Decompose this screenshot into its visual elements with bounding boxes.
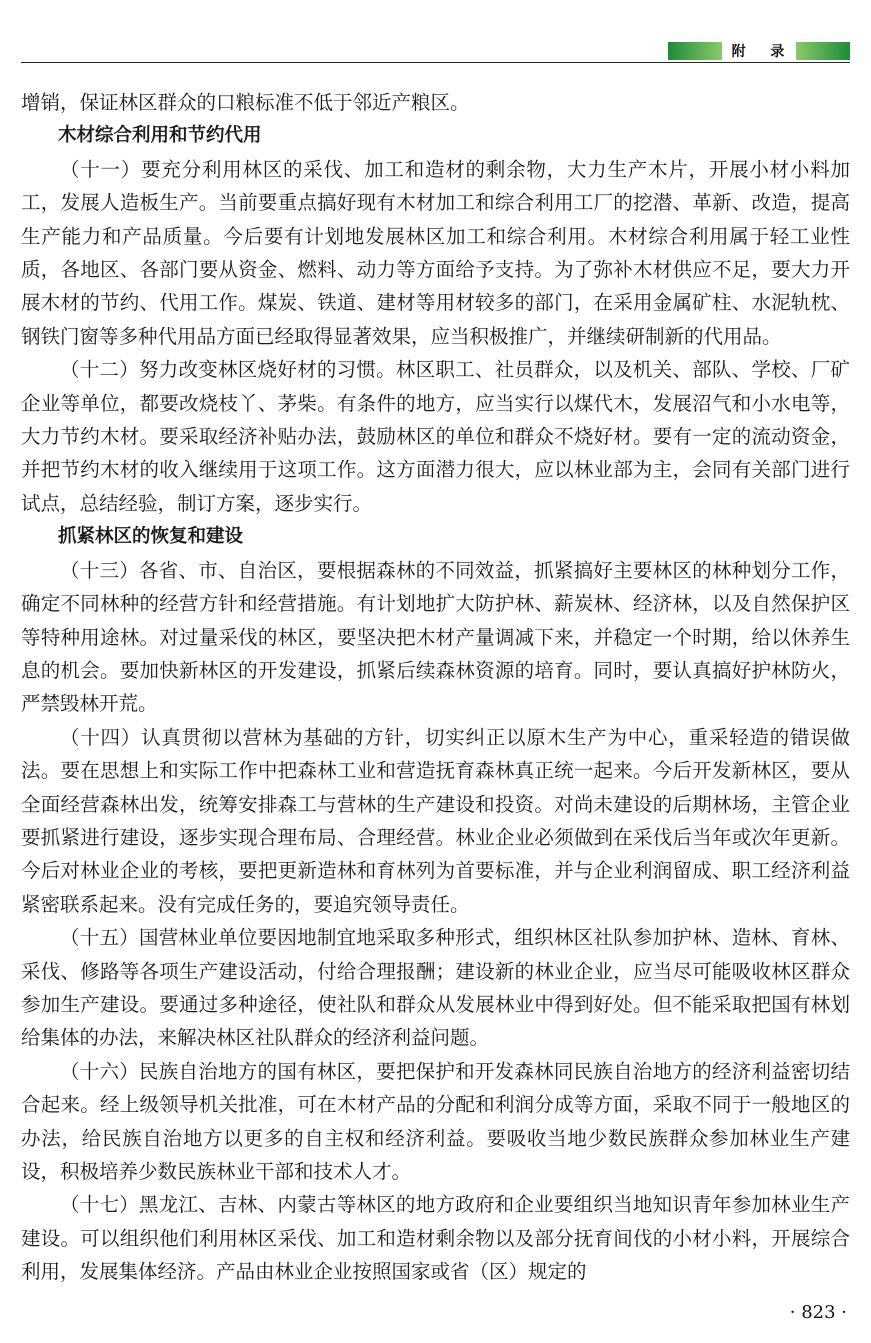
paragraph: （十五）国营林业单位要因地制宜地采取多种形式，组织林区社队参加护林、造林、育林、采伐、修路等各项生产建设活动，付给合理报酬；建设新的林业企业，应当尽可能吸收林区群众参加生产建设。要通过多种途径，使社队和群众从发展林业中得到好处。但不能采取把国有林划给集体的办法，来解决林区社队群众的经济利益问题。 (21, 926, 850, 1050)
green-gradient-bar-right (796, 42, 850, 60)
paragraph: （十七）黑龙江、吉林、内蒙古等林区的地方政府和企业要组织当地知识青年参加林业生产建设。可以组织他们利用林区采伐、加工和造材剩余物以及部分抚育间伐的小材小料，开展综合利用，发展集体经济。产品由林业企业按照国家或省（区）规定的 (21, 1193, 850, 1284)
running-header (21, 38, 850, 64)
section-label: 附 录 (722, 42, 796, 60)
paragraph: （十一）要充分利用林区的采伐、加工和造材的剩余物，大力生产木片，开展小材小料加工，发展人造板生产。当前要重点搞好现有木材加工和综合利用工厂的挖潜、革新、改造，提高生产能力和产品质量。今后要有计划地发展林区加工和综合利用。木材综合利用属于轻工业性质，各地区、各部门要从资金、燃料、动力等方面给予支持。为了弥补木材供应不足，要大力开展木材的节约、代用工作。煤炭、铁道、建材等用材较多的部门，在采用金属矿柱、水泥轨枕、钢铁门窗等多种代用品方面已经取得显著效果，应当积极推广，并继续研制新的代用品。 (21, 157, 850, 348)
paragraph: 增销，保证林区群众的口粮标准不低于邻近产粮区。 (21, 91, 470, 114)
section-heading: 木材综合利用和节约代用 (58, 125, 262, 147)
green-gradient-bar-left (668, 42, 722, 60)
paragraph: （十二）努力改变林区烧好材的习惯。林区职工、社员群众，以及机关、部队、学校、厂矿企业等单位，都要改烧枝丫、茅柴。有条件的地方，应当实行以煤代木，发展沼气和小水电等，大力节约木材。要采取经济补贴办法，鼓励林区的单位和群众不烧好材。要有一定的流动资金，并把节约木材的收入继续用于这项工作。这方面潜力很大，应以林业部为主，会同有关部门进行试点，总结经验，制订方案，逐步实行。 (21, 358, 850, 515)
paragraph: （十三）各省、市、自治区，要根据森林的不同效益，抓紧搞好主要林区的林种划分工作，确定不同林种的经营方针和经营措施。有计划地扩大防护林、薪炭林、经济林，以及自然保护区等特种用途林。对过量采伐的林区，要坚决把木材产量调减下来，并稳定一个时期，给以休养生息的机会。要加快新林区的开发建设，抓紧后续森林资源的培育。同时，要认真搞好护林防火，严禁毁林开荒。 (21, 558, 850, 716)
paragraph: （十六）民族自治地方的国有林区，要把保护和开发森林同民族自治地方的经济利益密切结合起来。经上级领导机关批准，可在木材产品的分配和利润分成等方面，采取不同于一般地区的办法，给民族自治地方以更多的自主权和经济利益。要吸收当地少数民族群众参加林业生产建设，积极培养少数民族林业干部和技术人才。 (21, 1059, 850, 1183)
body-text (21, 86, 850, 1289)
paragraph: （十四）认真贯彻以营林为基础的方针，切实纠正以原木生产为中心，重采轻造的错误做法。要在思想上和实际工作中把森林工业和营造抚育森林真正统一起来。今后开发新林区，要从全面经营森林出发，统筹安排森工与营林的生产建设和投资。对尚未建设的后期林场，主管企业要抓紧进行建设，逐步实现合理布局、合理经营。林业企业必须做到在采伐后当年或次年更新。今后对林业企业的考核，要把更新造林和育林列为首要标准，并与企业利润留成、职工经济利益紧密联系起来。没有完成任务的，要追究领导责任。 (21, 725, 850, 916)
page-number: · 823 · (789, 1302, 847, 1323)
header-rule (21, 62, 850, 63)
section-tab (668, 42, 850, 60)
section-heading: 抓紧林区的恢复和建设 (58, 526, 244, 548)
